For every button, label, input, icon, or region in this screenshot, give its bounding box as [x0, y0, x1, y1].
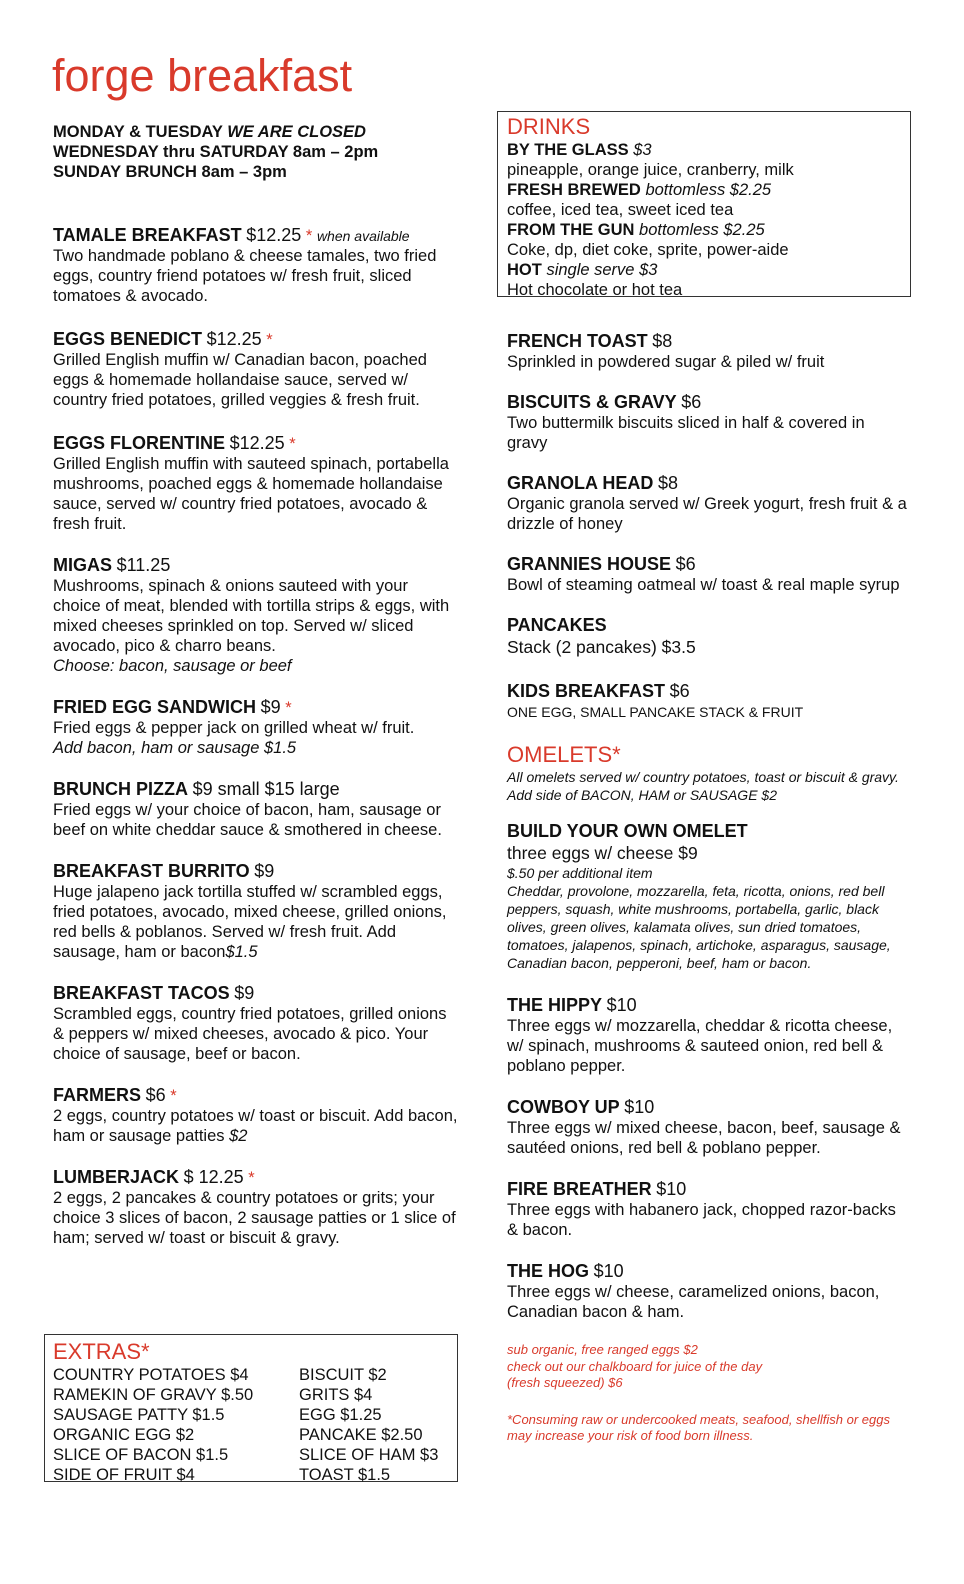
- item-description: Fried eggs & pepper jack on grilled wheat w/ fruit.: [53, 719, 415, 737]
- drink-note: bottomless $2.25: [645, 181, 772, 199]
- item-price: $12.25: [229, 433, 285, 453]
- star-marker: *: [285, 699, 292, 717]
- extra-item: TOAST $1.5: [299, 1466, 391, 1484]
- item-name: THE HIPPY: [507, 995, 603, 1015]
- item-name: BREAKFAST TACOS: [53, 983, 230, 1003]
- extra-item: PANCAKE $2.50: [299, 1426, 423, 1444]
- extras-list: [53, 1365, 457, 1485]
- menu-title: forge breakfast: [52, 50, 353, 101]
- item-name: FARMERS: [53, 1085, 142, 1105]
- menu-item-build-your-own-omelet: [507, 820, 907, 972]
- item-price: $10: [624, 1097, 655, 1117]
- item-name: EGGS BENEDICT: [53, 329, 203, 349]
- item-description: Three eggs with habanero jack, chopped razor-backs & bacon.: [507, 1201, 896, 1239]
- drink-items: Hot chocolate or hot tea: [507, 281, 683, 299]
- drinks-group-gun: [507, 220, 910, 240]
- extra-item: ORGANIC EGG $2: [53, 1426, 195, 1444]
- item-price: $10: [656, 1179, 687, 1199]
- item-description: Three eggs w/ mixed cheese, bacon, beef, sausage & sautéed onions, red bell & poblano pepper.: [507, 1119, 901, 1157]
- star-marker: *: [170, 1087, 177, 1105]
- hours-closed-days: MONDAY & TUESDAY: [53, 123, 223, 141]
- item-name: GRANOLA HEAD: [507, 473, 654, 493]
- omelet-base-price: three eggs w/ cheese $9: [507, 843, 698, 863]
- item-name: FRIED EGG SANDWICH: [53, 697, 257, 717]
- drinks-group-glass: [507, 140, 910, 160]
- item-description: Two handmade poblano & cheese tamales, two fried eggs, country friend potatoes w/ fresh fruit, sliced tomatoes & avocado.: [53, 247, 437, 305]
- star-marker: *: [248, 1169, 255, 1187]
- item-description: Scrambled eggs, country fried potatoes, grilled onions & peppers w/ mixed cheeses, avocado & pico. Your choice of sausage, beef or bacon.: [53, 1005, 447, 1063]
- menu-item-eggs-benedict: [53, 328, 458, 410]
- item-name: BREAKFAST BURRITO: [53, 861, 250, 881]
- note-juice-of-day: check out our chalkboard for juice of the day: [507, 1358, 763, 1374]
- drinks-group-brewed: [507, 180, 910, 200]
- item-name: PANCAKES: [507, 615, 607, 635]
- item-description-price: $2: [229, 1127, 248, 1145]
- item-name: BRUNCH PIZZA: [53, 779, 188, 799]
- note-fresh-squeezed: (fresh squeezed) $6: [507, 1375, 623, 1390]
- menu-item-breakfast-burrito: [53, 860, 458, 962]
- menu-item-brunch-pizza: [53, 778, 458, 840]
- extra-item: EGG $1.25: [299, 1406, 382, 1424]
- drink-label: FROM THE GUN: [507, 221, 635, 239]
- item-description: ONE EGG, SMALL PANCAKE STACK & FRUIT: [507, 704, 804, 720]
- item-name: FRENCH TOAST: [507, 331, 648, 351]
- item-extra: Add bacon, ham or sausage $1.5: [53, 739, 297, 757]
- item-price: $6: [145, 1085, 166, 1105]
- item-description: [53, 882, 458, 962]
- hours-weekday: WEDNESDAY thru SATURDAY 8am – 2pm: [53, 143, 379, 161]
- item-price: $9 small $15 large: [192, 779, 340, 799]
- star-marker: *: [266, 331, 273, 349]
- menu-item-kids-breakfast: [507, 680, 907, 722]
- item-price: $10: [593, 1261, 624, 1281]
- item-price: $9: [260, 697, 281, 717]
- menu-item-french-toast: [507, 330, 907, 372]
- drinks-header: DRINKS: [507, 114, 591, 139]
- extra-item: GRITS $4: [299, 1386, 373, 1404]
- item-description-text: Huge jalapeno jack tortilla stuffed w/ scrambled eggs, fried potatoes, avocado, mixed cheese, grilled onions, red bells & poblanos. Served w/ fresh fruit. Add sausage, ham or bacon: [53, 883, 447, 961]
- drink-items: coffee, iced tea, sweet iced tea: [507, 201, 734, 219]
- item-price: $9: [254, 861, 275, 881]
- drink-note: $3: [633, 141, 652, 159]
- item-description: Three eggs w/ cheese, caramelized onions, bacon, Canadian bacon & ham.: [507, 1283, 880, 1321]
- omelet-options: Cheddar, provolone, mozzarella, feta, ricotta, onions, red bell peppers, squash, white mushrooms, portabella, garlic, black olives, green olives, kalamata olives, sun dried tomatoes, tomatoes, jalapenos, spinach, artichoke, asparagus, sausage, Canadian bacon, pepperoni, beef, ham or bacon.: [507, 883, 891, 971]
- extra-item: SIDE OF FRUIT $4: [53, 1466, 195, 1484]
- star-marker: *: [305, 227, 313, 245]
- extra-item: SLICE OF BACON $1.5: [53, 1446, 229, 1464]
- menu-item-grannies-house: [507, 553, 907, 595]
- extra-item: RAMEKIN OF GRAVY $.50: [53, 1386, 254, 1404]
- drink-items: pineapple, orange juice, cranberry, milk: [507, 161, 794, 179]
- item-price: $11.25: [116, 555, 171, 575]
- menu-item-fire-breather: [507, 1178, 907, 1240]
- menu-item-granola-head: [507, 472, 907, 534]
- menu-item-tamale-breakfast: [53, 224, 458, 306]
- menu-item-the-hippy: [507, 994, 907, 1076]
- drink-label: BY THE GLASS: [507, 141, 629, 159]
- extra-item: COUNTRY POTATOES $4: [53, 1366, 249, 1384]
- item-description: Grilled English muffin with sauteed spinach, portabella mushrooms, poached eggs & homemade hollandaise sauce, served w/ country fried potatoes, avocado & fresh fruit.: [53, 455, 449, 533]
- item-name: THE HOG: [507, 1261, 590, 1281]
- extra-item: SLICE OF HAM $3: [299, 1446, 439, 1464]
- drink-note: bottomless $2.25: [639, 221, 765, 239]
- item-availability: when available: [316, 228, 410, 244]
- food-safety-warning: *Consuming raw or undercooked meats, seafood, shellfish or eggs may increase your risk of food born illness.: [507, 1411, 890, 1443]
- item-description: Grilled English muffin w/ Canadian bacon, poached eggs & homemade hollandaise sauce, served w/ country fried potatoes, grilled veggies & fresh fruit.: [53, 351, 427, 409]
- item-price: $ 12.25: [183, 1167, 244, 1187]
- item-description: Organic granola served w/ Greek yogurt, fresh fruit & a drizzle of honey: [507, 495, 907, 533]
- menu-item-the-hog: [507, 1260, 907, 1322]
- opening-hours: [53, 122, 378, 182]
- item-description-price: $1.5: [225, 943, 258, 961]
- menu-item-migas: [53, 554, 458, 676]
- drinks-box: [497, 111, 911, 297]
- item-price: $9: [234, 983, 255, 1003]
- menu-item-pancakes: [507, 614, 907, 658]
- omelet-per-item-price: $.50 per additional item: [507, 865, 653, 881]
- right-menu-column: [507, 330, 907, 1445]
- item-description: [53, 1106, 458, 1146]
- menu-item-eggs-florentine: [53, 432, 458, 534]
- note-organic-eggs: sub organic, free ranged eggs $2: [507, 1342, 698, 1357]
- item-price: $12.25: [206, 329, 262, 349]
- hours-sunday: SUNDAY BRUNCH 8am – 3pm: [53, 163, 287, 181]
- item-price: $10: [606, 995, 637, 1015]
- extra-item: BISCUIT $2: [299, 1366, 387, 1384]
- omelets-header: OMELETS*: [507, 742, 621, 767]
- item-description: 2 eggs, 2 pancakes & country potatoes or grits; your choice 3 slices of bacon, 2 sausage patties or 1 slice of ham; served w/ toast or biscuit & gravy.: [53, 1189, 456, 1247]
- item-description: Stack (2 pancakes) $3.5: [507, 637, 696, 657]
- drink-label: HOT: [507, 261, 542, 279]
- item-extra: Choose: bacon, sausage or beef: [53, 657, 292, 675]
- item-description-text: 2 eggs, country potatoes w/ toast or biscuit. Add bacon, ham or sausage patties: [53, 1107, 458, 1145]
- drink-items: Coke, dp, diet coke, sprite, power-aide: [507, 241, 789, 259]
- menu-item-farmers: [53, 1084, 458, 1146]
- star-marker: *: [289, 435, 296, 453]
- item-price: $6: [681, 392, 702, 412]
- menu-item-breakfast-tacos: [53, 982, 458, 1064]
- item-name: EGGS FLORENTINE: [53, 433, 226, 453]
- item-price: $6: [675, 554, 696, 574]
- drinks-group-hot: [507, 260, 910, 280]
- item-name: GRANNIES HOUSE: [507, 554, 672, 574]
- item-price: $8: [657, 473, 678, 493]
- item-description: Mushrooms, spinach & onions sauteed with your choice of meat, blended with tortilla strips & eggs, with mixed cheeses sprinkled on top. Served w/ sliced avocado, pico & charro beans.: [53, 577, 450, 655]
- item-description: Bowl of steaming oatmeal w/ toast & real maple syrup: [507, 576, 900, 594]
- extra-item: SAUSAGE PATTY $1.5: [53, 1406, 225, 1424]
- item-price: $6: [669, 681, 690, 701]
- item-price: $12.25: [246, 225, 302, 245]
- item-price: $8: [652, 331, 673, 351]
- item-name: KIDS BREAKFAST: [507, 681, 666, 701]
- item-name: MIGAS: [53, 555, 113, 575]
- item-description: Two buttermilk biscuits sliced in half & covered in gravy: [507, 414, 865, 452]
- drink-note: single serve $3: [546, 261, 658, 279]
- item-description: Sprinkled in powdered sugar & piled w/ fruit: [507, 353, 825, 371]
- menu-item-biscuits-gravy: [507, 391, 907, 453]
- left-menu-column: [53, 224, 458, 1272]
- omelets-intro: All omelets served w/ country potatoes, toast or biscuit & gravy. Add side of BACON, HAM or SAUSAGE $2: [507, 769, 899, 803]
- item-name: FIRE BREATHER: [507, 1179, 652, 1199]
- item-name: BISCUITS & GRAVY: [507, 392, 677, 412]
- item-name: TAMALE BREAKFAST: [53, 225, 242, 245]
- drink-label: FRESH BREWED: [507, 181, 641, 199]
- extras-box: [44, 1334, 458, 1482]
- menu-item-lumberjack: [53, 1166, 458, 1248]
- menu-item-cowboy-up: [507, 1096, 907, 1158]
- menu-item-fried-egg-sandwich: [53, 696, 458, 758]
- item-name: BUILD YOUR OWN OMELET: [507, 821, 748, 841]
- item-description: Three eggs w/ mozzarella, cheddar & ricotta cheese, w/ spinach, mushrooms & sauteed onion, red bell & poblano pepper.: [507, 1017, 893, 1075]
- specials-note: [507, 1342, 907, 1392]
- item-description: Fried eggs w/ your choice of bacon, ham, sausage or beef on white cheddar sauce & smothered in cheese.: [53, 801, 442, 839]
- hours-closed-note: WE ARE CLOSED: [227, 123, 366, 141]
- item-name: COWBOY UP: [507, 1097, 620, 1117]
- extras-header: EXTRAS*: [53, 1339, 150, 1364]
- item-name: LUMBERJACK: [53, 1167, 179, 1187]
